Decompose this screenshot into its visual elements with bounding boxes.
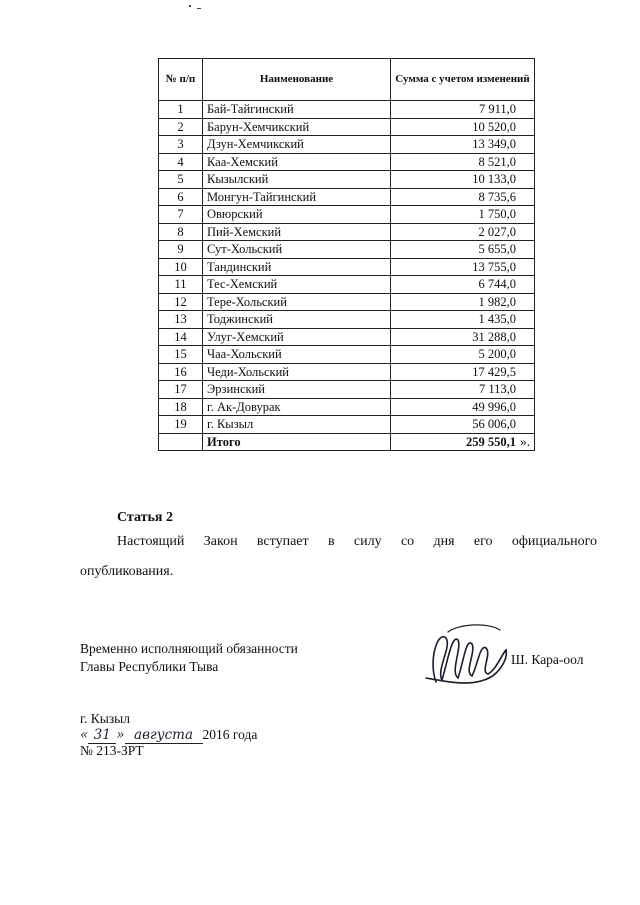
scan-mark — [197, 8, 201, 9]
closing-quote: ». — [520, 434, 531, 449]
row-number: 6 — [159, 188, 203, 206]
header-amount: Сумма с учетом изменений — [391, 59, 535, 101]
date-year: 2016 года — [202, 727, 258, 742]
row-name: Тандинский — [203, 258, 391, 276]
row-amount: 8 735,6 — [391, 188, 535, 206]
row-amount: 10 520,0 — [391, 118, 535, 136]
row-number: 5 — [159, 171, 203, 189]
total-label: Итого — [203, 433, 391, 451]
row-name: Пий-Хемский — [203, 223, 391, 241]
table-row — [159, 346, 535, 364]
row-number: 4 — [159, 153, 203, 171]
row-name: Кызылский — [203, 171, 391, 189]
row-number: 1 — [159, 101, 203, 119]
row-name: Каа-Хемский — [203, 153, 391, 171]
date-open-quote: « — [80, 727, 89, 743]
row-amount: 49 996,0 — [391, 398, 535, 416]
law-number: № 213-ЗРТ — [80, 743, 144, 758]
handwritten-signature — [418, 620, 510, 690]
table-row — [159, 153, 535, 171]
row-number: 14 — [159, 328, 203, 346]
table-row — [159, 381, 535, 399]
row-number: 7 — [159, 206, 203, 224]
row-number: 16 — [159, 363, 203, 381]
row-number: 2 — [159, 118, 203, 136]
table-row — [159, 258, 535, 276]
table-row — [159, 206, 535, 224]
article-title: Статья 2 — [117, 510, 173, 525]
row-amount: 7 113,0 — [391, 381, 535, 399]
row-amount: 56 006,0 — [391, 416, 535, 434]
row-amount: 13 349,0 — [391, 136, 535, 154]
row-amount: 1 982,0 — [391, 293, 535, 311]
table-row — [159, 171, 535, 189]
article-text-line: Настоящий Закон вступает в силу со дня его официального — [117, 534, 597, 549]
date-day: 31 — [88, 727, 116, 744]
scan-mark — [189, 5, 191, 7]
row-amount: 5 655,0 — [391, 241, 535, 259]
date-close-quote: » — [116, 727, 125, 743]
row-amount: 2 027,0 — [391, 223, 535, 241]
table-row — [159, 328, 535, 346]
row-name: Овюрский — [203, 206, 391, 224]
table-row — [159, 223, 535, 241]
table-total-row — [159, 433, 535, 451]
place-of-signing: г. Кызыл — [80, 711, 130, 726]
row-number: 9 — [159, 241, 203, 259]
row-number: 19 — [159, 416, 203, 434]
table-row — [159, 398, 535, 416]
row-name: Улуг-Хемский — [203, 328, 391, 346]
row-amount: 5 200,0 — [391, 346, 535, 364]
signatory-role: Временно исполняющий обязанности — [80, 641, 298, 656]
row-name: Барун-Хемчикский — [203, 118, 391, 136]
date-month: августа — [125, 727, 203, 744]
table-row — [159, 276, 535, 294]
total-number — [159, 433, 203, 451]
signatory-role: Главы Республики Тыва — [80, 659, 219, 674]
table-row — [159, 311, 535, 329]
table-row — [159, 293, 535, 311]
row-amount: 13 755,0 — [391, 258, 535, 276]
row-number: 10 — [159, 258, 203, 276]
row-amount: 1 750,0 — [391, 206, 535, 224]
table-row — [159, 363, 535, 381]
row-number: 13 — [159, 311, 203, 329]
row-amount: 8 521,0 — [391, 153, 535, 171]
row-name: Сут-Хольский — [203, 241, 391, 259]
table-row — [159, 118, 535, 136]
row-name: Монгун-Тайгинский — [203, 188, 391, 206]
row-amount: 17 429,5 — [391, 363, 535, 381]
table-row — [159, 241, 535, 259]
row-name: Эрзинский — [203, 381, 391, 399]
table-row — [159, 136, 535, 154]
row-number: 3 — [159, 136, 203, 154]
row-amount: 6 744,0 — [391, 276, 535, 294]
row-name: Дзун-Хемчикский — [203, 136, 391, 154]
row-amount: 1 435,0 — [391, 311, 535, 329]
header-num: № п/п — [159, 59, 203, 101]
row-amount: 10 133,0 — [391, 171, 535, 189]
header-name: Наименование — [203, 59, 391, 101]
row-number: 17 — [159, 381, 203, 399]
table-body — [159, 101, 535, 451]
budget-table — [158, 58, 535, 451]
row-number: 12 — [159, 293, 203, 311]
row-number: 18 — [159, 398, 203, 416]
table-row — [159, 188, 535, 206]
row-name: Тес-Хемский — [203, 276, 391, 294]
table-row — [159, 416, 535, 434]
table-header-row — [159, 59, 535, 101]
row-amount: 31 288,0 — [391, 328, 535, 346]
row-name: г. Ак-Довурак — [203, 398, 391, 416]
table-row — [159, 101, 535, 119]
article-text-line: опубликования. — [80, 564, 174, 579]
row-name: Чеди-Хольский — [203, 363, 391, 381]
row-amount: 7 911,0 — [391, 101, 535, 119]
row-number: 11 — [159, 276, 203, 294]
row-name: Бай-Тайгинский — [203, 101, 391, 119]
row-name: Тоджинский — [203, 311, 391, 329]
row-name: Чаа-Хольский — [203, 346, 391, 364]
signatory-name: Ш. Кара-оол — [511, 652, 584, 667]
row-name: г. Кызыл — [203, 416, 391, 434]
total-amount: 259 550,1 — [391, 433, 535, 451]
row-number: 8 — [159, 223, 203, 241]
row-number: 15 — [159, 346, 203, 364]
row-name: Тере-Хольский — [203, 293, 391, 311]
signing-date — [80, 727, 257, 744]
